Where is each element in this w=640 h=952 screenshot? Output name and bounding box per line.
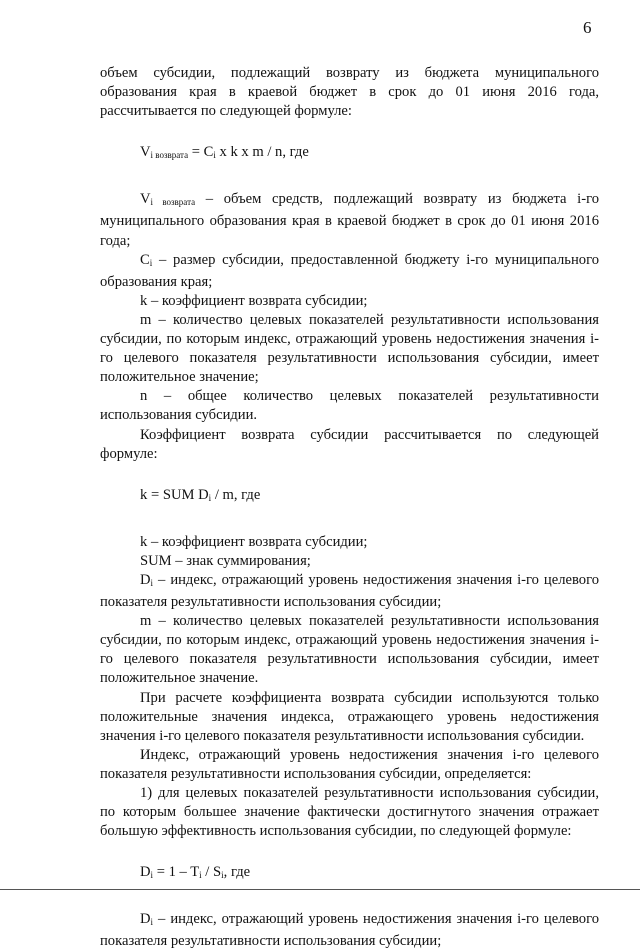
subscript: i [150,577,154,588]
subscript: i возврата [150,197,196,208]
paragraph: 1) для целевых показателей результативности использования субсидии, по которым большее значение фактически достигнутого значения отражает большую эффективность использования субсидии, по следующей формуле: [100,785,599,840]
subscript: i [150,917,154,928]
text-run: D [140,911,151,928]
subscript: i [149,257,153,268]
paragraph: k – коэффициент возврата субсидии; [140,533,368,550]
text-run: – индекс, отражающий уровень недостижения значения i-го целевого показателя результативности использования субсидии; [100,911,599,950]
page-bottom-rule [0,889,640,890]
subscript: i возврата [150,150,189,161]
subscript: i [213,150,216,161]
text-run: C [140,251,150,268]
paragraph: При расчете коэффициента возврата субсидии используются только положительные значения индекса, отражающего уровень недостижения значения i-го целевого показателя результативности использования субсидии. [100,689,599,744]
text-run: k = SUM D [140,486,209,503]
text-run: – размер субсидии, предоставленной бюджету i-го муниципального образования края; [100,251,599,290]
paragraph: k – коэффициент возврата субсидии; [140,292,368,309]
paragraph: SUM – знак суммирования; [140,552,311,569]
paragraph [100,251,599,292]
paragraph: объем субсидии, подлежащий возврату из бюджета муниципального образования края в краевой бюджет в срок до 01 июня 2016 года, рассчитывается по следующей формуле: [100,65,599,120]
paragraph: Индекс, отражающий уровень недостижения значения i-го целевого показателя результативности использования субсидии, определяется: [100,746,599,782]
text-run: V [140,191,151,208]
paragraph: Коэффициент возврата субсидии рассчитывается по следующей формуле: [100,426,599,462]
text-run: = C [188,144,214,161]
paragraph [100,910,599,951]
subscript: i [199,870,202,881]
subscript: i [221,870,224,881]
paragraph: n – общее количество целевых показателей результативности использования субсидии. [100,388,599,424]
text-run: D [140,571,151,588]
text-run: , где [223,864,251,881]
text-run: / m, где [211,486,261,503]
subscript: i [150,870,154,881]
text-run: x k x m / n, где [215,144,309,161]
text-run: = 1 – T [153,864,200,881]
text-run: – индекс, отражающий уровень недостижения значения i-го целевого показателя результативности использования субсидии; [100,571,599,611]
formula [100,143,599,165]
document-body [100,64,599,952]
paragraph [100,571,599,612]
text-run: – объем средств, подлежащий возврату из бюджета i-го муниципального образования края в краевой бюджет в срок до 01 июня 2016 года; [100,191,600,249]
formula [100,486,599,508]
formula [100,863,599,885]
page-number: 6 [583,18,592,37]
subscript: i [208,492,212,503]
paragraph: m – количество целевых показателей результативности использования субсидии, по которым индекс, отражающий уровень недостижения значения i-го целевого показателя результативности использования субсидии, имеет положительное значение. [100,613,599,687]
paragraph: m – количество целевых показателей результативности использования субсидии, по которым индекс, отражающий уровень недостижения значения i-го целевого показателя результативности использования субсидии, имеет положительное значение; [100,311,599,386]
paragraph [100,190,599,250]
text-run: D [140,864,151,881]
text-run: / S [201,864,222,881]
text-run: V [140,144,151,161]
